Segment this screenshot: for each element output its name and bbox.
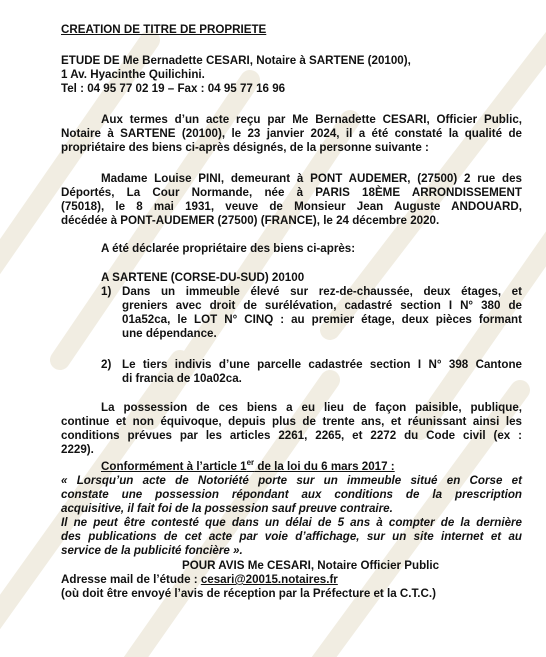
office-email: Adresse mail de l’étude : cesari@20015.notaires.fr (61, 573, 338, 586)
person-line: (75018), le 8 mai 1931, veuve de Monsieur Jean Auguste ANDOUARD, (61, 200, 522, 213)
item-line: greniers avec droit de surélévation, cadastré section I N° 380 de (122, 299, 522, 312)
person-line: Madame Louise PINI, demeurant à PONT AUDEMER, (27500) 2 rue des (101, 172, 522, 185)
office-line-1: ETUDE DE Me Bernadette CESARI, Notaire à SARTENE (20100), (61, 54, 411, 67)
possession-line: conditions prévues par les articles 2261, 2265, et 2272 du Code civil (ex : (61, 429, 522, 442)
office-address: 1 Av. Hyacinthe Quilichini. (61, 68, 205, 81)
declared-owner: A été déclarée propriétaire des biens ci-après: (101, 242, 356, 255)
item-number: 1) (101, 285, 112, 298)
property-location: A SARTENE (CORSE-DU-SUD) 20100 (101, 271, 305, 284)
office-phone-fax: Tel : 04 95 77 02 19 – Fax : 04 95 77 16 96 (61, 82, 286, 95)
item-number: 2) (101, 358, 112, 371)
item-line: une dépendance. (122, 327, 217, 340)
person-line: Déportés, La Cour Normande, née à PARIS 18ÈME ARRONDISSEMENT (61, 186, 522, 199)
quote-line: constate une possession répondant aux conditions de la prescription (61, 488, 522, 501)
quote-line: « Lorsqu’un acte de Notoriété porte sur un immeuble situé en Corse et (61, 474, 522, 487)
email-link[interactable]: cesari@20015.notaires.fr (200, 573, 338, 586)
possession-line: 2229). (61, 443, 94, 456)
item-line: di francia de 10a02ca. (122, 372, 242, 385)
notice-title: CREATION DE TITRE DE PROPRIETE (61, 23, 267, 36)
intro-line: Aux termes d’un acte reçu par Me Bernadette CESARI, Officier Public, (101, 113, 522, 126)
quote-line: acquisitive, il fait foi de la possession sauf preuve contraire. (61, 502, 393, 515)
intro-line: Notaire à SARTENE (20100), le 23 janvier 2024, il a été constaté la qualité de (61, 127, 522, 140)
quote-line: des publications de cet acte par voie d’affichage, sur un site internet et au (61, 530, 522, 543)
footer-note: (où doit être envoyé l’avis de réception par la Préfecture et la C.T.C.) (61, 587, 436, 600)
signature-line: POUR AVIS Me CESARI, Notaire Officier Public (182, 559, 440, 572)
item-line: 01a52ca, le LOT N° CINQ : au premier étage, deux pièces formant (122, 313, 522, 326)
quote-line: Il ne peut être contesté que dans un délai de 5 ans à compter de la dernière (61, 516, 522, 529)
intro-line: propriétaire des biens ci-après désignés, de la personne suivante : (61, 141, 429, 154)
person-line: décédée à PONT-AUDEMER (27500) (FRANCE), le 24 décembre 2020. (61, 214, 440, 227)
quote-line: service de la publicité foncière ». (61, 544, 243, 557)
item-line: Dans un immeuble élevé sur rez-de-chaussée, deux étages, et (122, 285, 522, 298)
law-reference: Conformément à l’article 1er de la loi du 6 mars 2017 : (101, 458, 395, 473)
possession-line: continue et non équivoque, depuis plus de trente ans, et réunissant ainsi les (61, 415, 522, 428)
possession-line: La possession de ces biens a eu lieu de façon paisible, publique, (101, 401, 522, 414)
item-line: Le tiers indivis d’une parcelle cadastrée section I N° 398 Cantone (122, 358, 522, 371)
